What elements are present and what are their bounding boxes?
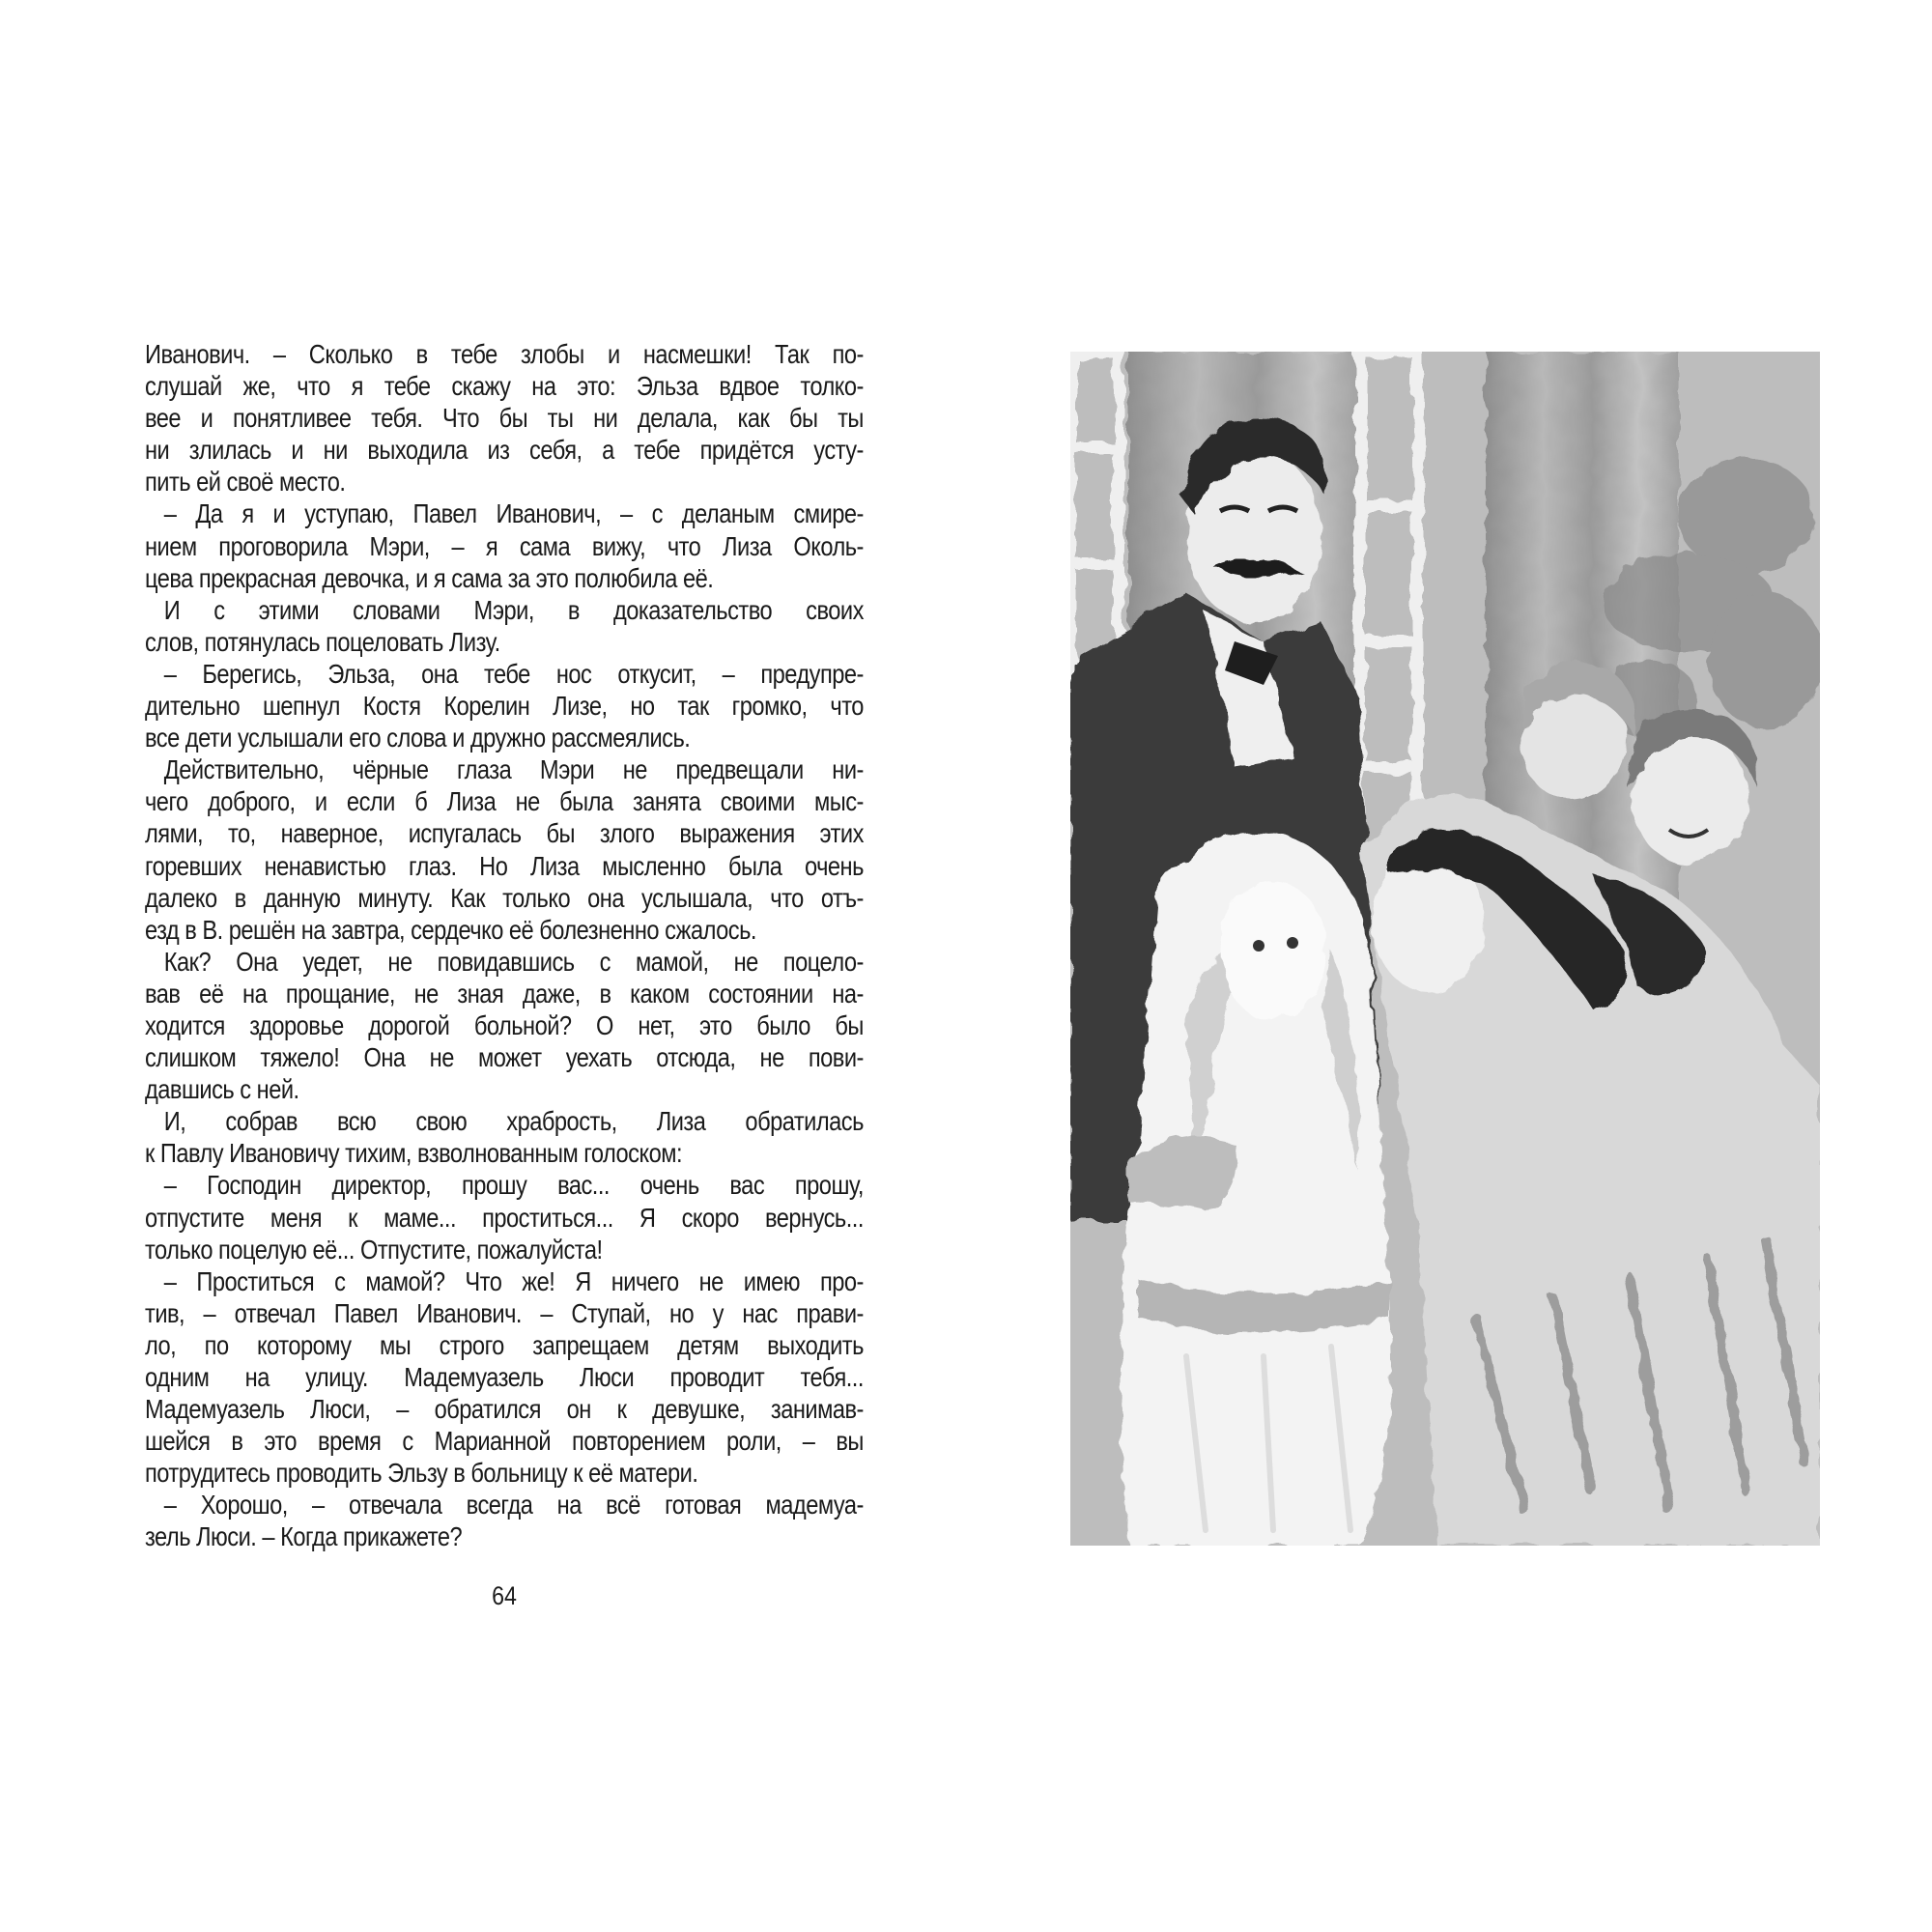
text-line: И с этими словами Мэри, в доказательство своих bbox=[163, 594, 864, 625]
text-line: дительно шепнул Костя Корелин Лизе, но так громко, что bbox=[145, 691, 864, 722]
text-line: потрудитесь проводить Эльзу в больницу к её матери. bbox=[145, 1458, 698, 1489]
text-line: Иванович. – Сколько в тебе злобы и насмешки! Так по- bbox=[145, 339, 864, 369]
text-line: – Хорошо, – отвечала всегда на всё готовая мадемуа- bbox=[163, 1490, 864, 1520]
text-line: Как? Она уедет, не повидавшись с мамой, не поцело- bbox=[163, 946, 864, 977]
text-line: к Павлу Ивановичу тихим, взволнованным голоском: bbox=[145, 1138, 683, 1169]
text-line: – Да я и уступаю, Павел Иванович, – с деланым смире- bbox=[163, 498, 864, 529]
text-line: – Берегись, Эльза, она тебе нос откусит, – предупре- bbox=[163, 658, 864, 689]
text-line: вее и понятливее тебя. Что бы ты ни делала, как бы ты bbox=[145, 403, 864, 434]
text-line: ло, по которому мы строго запрещаем детям выходить bbox=[145, 1329, 864, 1360]
text-line: горевших ненавистью глаз. Но Лиза мысленно была очень bbox=[145, 850, 864, 881]
text-line: – Господин директор, прошу вас... очень вас прошу, bbox=[163, 1170, 864, 1201]
text-line: слушай же, что я тебе скажу на это: Эльза вдвое толко- bbox=[145, 371, 864, 402]
text-line: далеко в данную минуту. Как только она услышала, что отъ- bbox=[145, 882, 864, 913]
text-line: цева прекрасная девочка, и я сама за это полюбила её. bbox=[145, 562, 714, 593]
page-number: 64 bbox=[492, 1581, 517, 1610]
text-line: И, собрав всю свою храбрость, Лиза обратилась bbox=[163, 1106, 864, 1137]
text-line: только поцелую её... Отпустите, пожалуйста! bbox=[145, 1234, 603, 1264]
text-line: шейся в это время с Марианной повторением роли, – вы bbox=[145, 1426, 864, 1457]
text-line: чего доброго, и если б Лиза не была занята своими мыс- bbox=[145, 786, 864, 817]
text-line: давшись с ней. bbox=[145, 1074, 299, 1105]
text-line: одним на улицу. Мадемуазель Люси проводит тебя... bbox=[145, 1362, 864, 1392]
text-line: нием проговорила Мэри, – я сама вижу, что Лиза Околь- bbox=[145, 530, 864, 561]
text-line: езд в В. решён на завтра, сердечко её болезненно сжалось. bbox=[145, 914, 756, 945]
story-illustration bbox=[1070, 352, 1820, 1546]
text-line: зель Люси. – Когда прикажете? bbox=[145, 1521, 463, 1552]
text-line: слов, потянулась поцеловать Лизу. bbox=[145, 626, 500, 657]
text-line: пить ей своё место. bbox=[145, 467, 346, 497]
text-line: тив, – отвечал Павел Иванович. – Ступай, но у нас прави- bbox=[145, 1297, 864, 1328]
text-line: слишком тяжело! Она не может уехать отсюда, не пови- bbox=[145, 1042, 864, 1073]
text-line: лями, то, наверное, испугалась бы злого выражения этих bbox=[145, 818, 864, 849]
text-line: – Проститься с мамой? Что же! Я ничего не имею про- bbox=[163, 1265, 864, 1296]
text-line: все дети услышали его слова и дружно рассмеялись. bbox=[145, 723, 691, 753]
text-line: вав её на прощание, не зная даже, в каком состоянии на- bbox=[145, 978, 864, 1009]
text-column bbox=[145, 338, 864, 1553]
text-line: Мадемуазель Люси, – обратился он к девушке, занимав- bbox=[145, 1394, 864, 1425]
text-line: ни злилась и ни выходила из себя, а тебе придётся усту- bbox=[145, 435, 864, 466]
watercolor-scene-image bbox=[1070, 352, 1820, 1546]
text-line: отпустите меня к маме... проститься... Я скоро вернусь... bbox=[145, 1202, 864, 1233]
text-line: Действительно, чёрные глаза Мэри не предвещали ни- bbox=[163, 754, 864, 785]
text-line: ходится здоровье дорогой больной? О нет, это было бы bbox=[145, 1009, 864, 1040]
